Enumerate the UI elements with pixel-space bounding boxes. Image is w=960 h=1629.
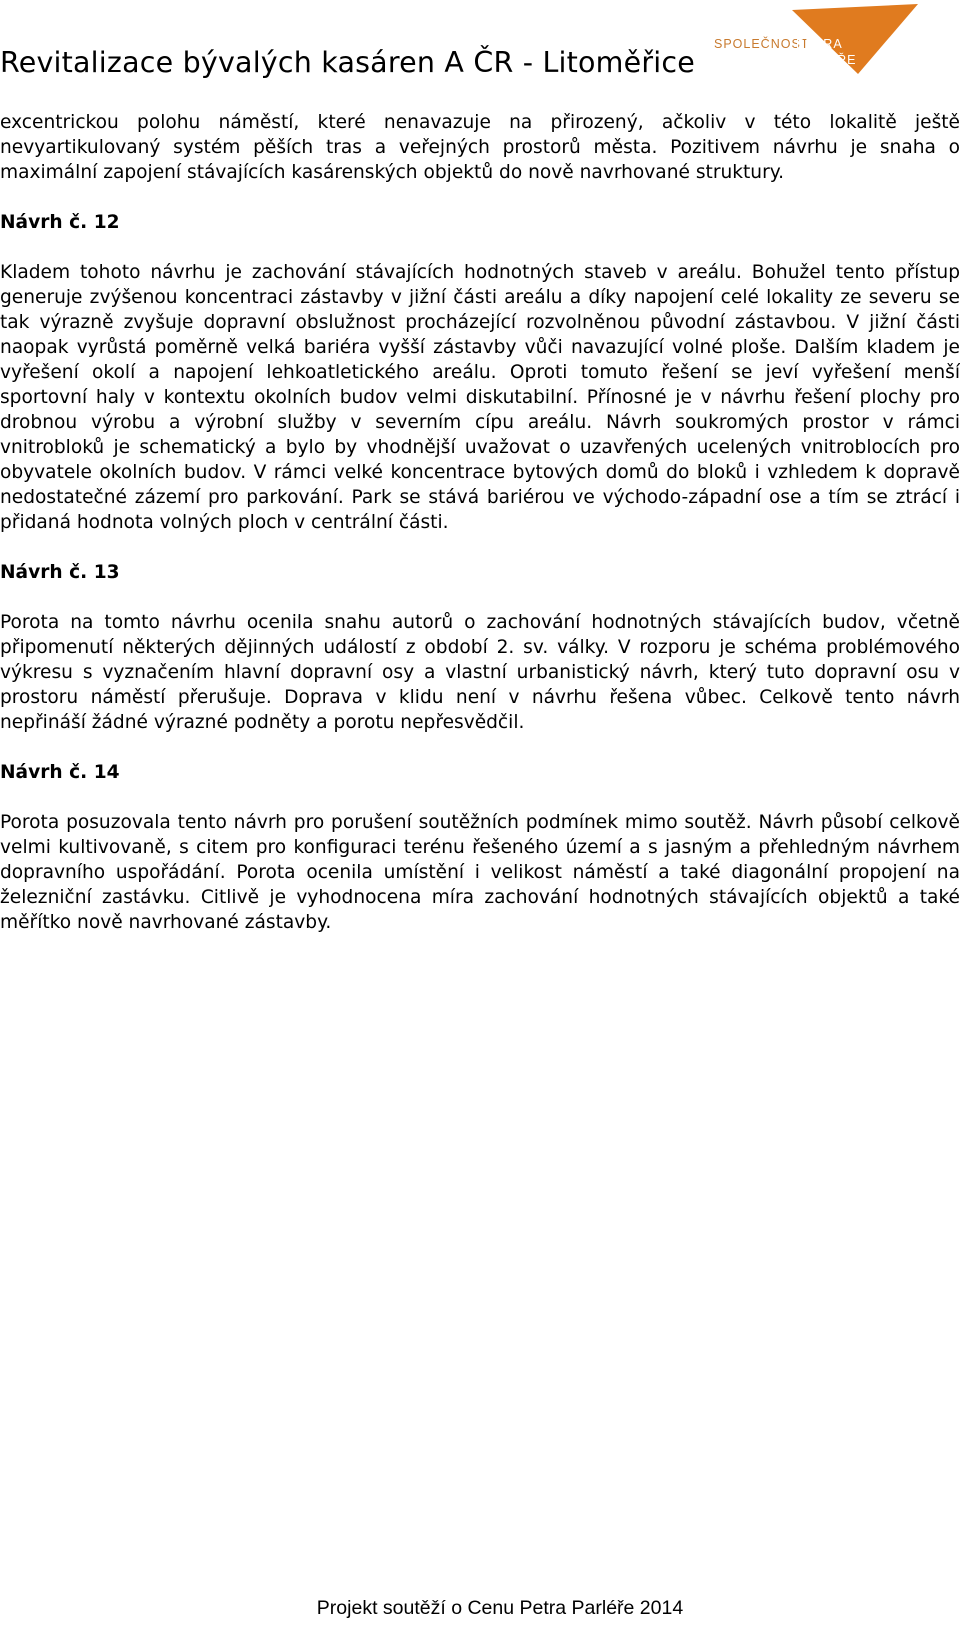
section-text-12: Kladem tohoto návrhu je zachování stávajících hodnotných staveb v areálu. Bohužel tento přístup generuje zvýšenou koncentraci zástavby v jižní části areálu a díky napojení celé lokality ze severu se tak výrazně zvyšuje dopravní obslužnost procházející rozvolněnou původní zástavbou. V jižní části naopak vyrůstá poměrně velká bariéra vyšší zástavby vůči navazující volné ploše. Dalším kladem je vyřešení okolí a napojení lehkoatletického areálu. Oproti tomuto řešení se jeví vyřešení menší sportovní haly v kontextu okolních budov velmi diskutabilní. Přínosné je v návrhu řešení plochy pro drobnou výrobu a výrobní služby v severním cípu areálu. Návrh soukromých prostor v rámci vnitrobloků je schematický a bylo by vhodnější uvažovat o uzavřených ucelených vnitroblocích pro obyvatele okolních budov. V rámci velké koncentrace bytových domů do bloků i vzhledem k dopravě nedostatečné zázemí pro parkování. Park se stává bariérou ve východo-západní ose a tím se ztrácí i přidaná hodnota volných ploch v centrální části. <box>0 262 960 533</box>
svg-text:PARLÉŘE: PARLÉŘE <box>792 53 857 67</box>
intro-paragraph: excentrickou polohu náměstí, které nenavazuje na přirozený, ačkoliv v této lokalitě ještě nevyartikulovaný systém pěších tras a veřejných prostorů města. Pozitivem návrhu je snaha o maximální zapojení stávajících kasárenských objektů do nově navrhované struktury. <box>0 112 960 183</box>
company-logo <box>714 0 960 78</box>
svg-text:SPOLEČNOST: SPOLEČNOST <box>714 37 810 51</box>
document-body <box>0 110 960 935</box>
page-footer: Projekt soutěží o Cenu Petra Parléře 2014 <box>316 1597 684 1619</box>
svg-text:PETRA: PETRA <box>796 37 843 51</box>
section-heading-12: Návrh č. 12 <box>0 212 120 233</box>
section-text-13: Porota na tomto návrhu ocenila snahu autorů o zachování hodnotných stávajících budov, včetně připomenutí některých dějinných událostí z období 2. sv. války. V rozporu je schéma problémového výkresu s vyznačením hlavní dopravní osy a vlastní urbanistický návrh, který tuto dopravní osu v prostoru náměstí přerušuje. Doprava v klidu není v návrhu řešena vůbec. Celkově tento návrh nepřináší žádné výrazné podněty a porotu nepřesvědčil. <box>0 612 960 733</box>
section-heading-13: Návrh č. 13 <box>0 562 120 583</box>
section-heading-14: Návrh č. 14 <box>0 762 120 783</box>
document-title: Revitalizace bývalých kasáren A ČR - Litoměřice <box>0 46 696 79</box>
section-text-14: Porota posuzovala tento návrh pro porušení soutěžních podmínek mimo soutěž. Návrh působí celkově velmi kultivovaně, s citem pro konfiguraci terénu řešeného území a s jasným a přehledným návrhem dopravního uspořádání. Porota ocenila umístění i velikost náměstí a také diagonální propojení na železniční zastávku. Citlivě je vyhodnocena míra zachování hodnotných stávajících objektů a také měřítko nově navrhované zástavby. <box>0 812 960 933</box>
